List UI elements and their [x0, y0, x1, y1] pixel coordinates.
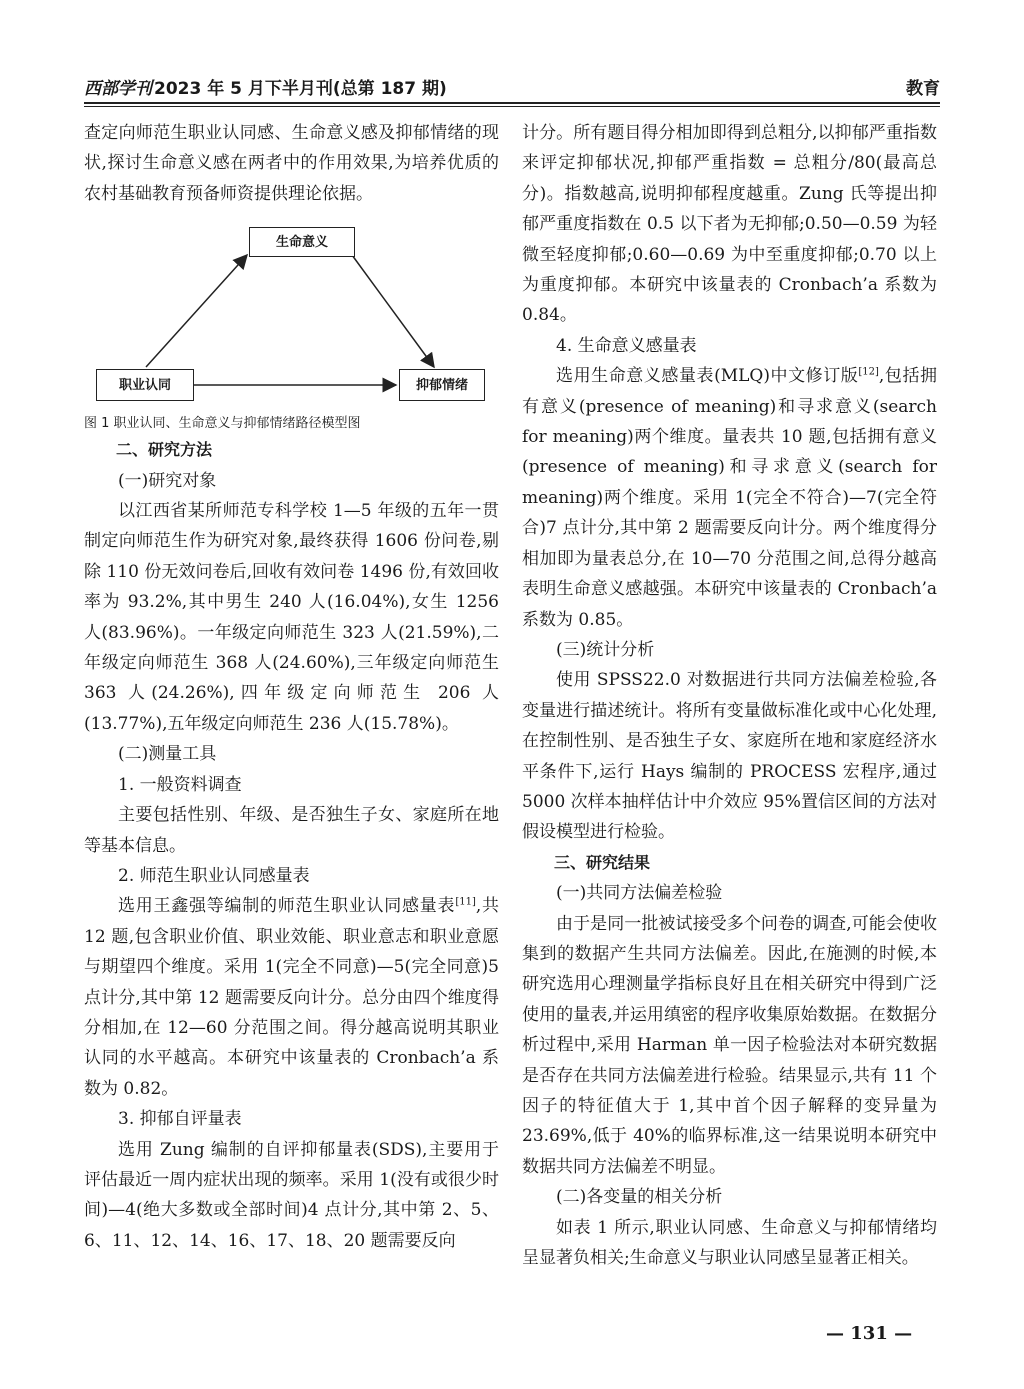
heading-method-bias: (一)共同方法偏差检验 — [556, 883, 723, 904]
tool-4-paragraph — [522, 361, 937, 635]
issue-info: 2023 年 5 月下半月刊(总第 187 期) — [154, 79, 447, 99]
page-number: — 131 — — [826, 1323, 913, 1344]
tool-2-text-a: 选用王鑫强等编制的师范生职业认同感量表 — [118, 896, 456, 917]
header-rule-thin — [84, 106, 940, 107]
node-depression: 抑郁情绪 — [399, 369, 485, 401]
heading-results: 三、研究结果 — [554, 852, 651, 872]
journal-logo: 西部学刊 — [84, 79, 152, 99]
statistics-paragraph: 使用 SPSS22.0 对数据进行共同方法偏差检验,各变量进行描述统计。将所有变量做标准化或中心化处理,在控制性别、是否独生子女、家庭所在地和家庭经济水平条件下,运行 Hays 编制的 PROCESS 宏程序,通过 5000 次样本抽样估计中介效应 95%置信区间的方法对假设模型进行检验。 — [522, 670, 937, 843]
heading-statistics: (三)统计分析 — [556, 639, 655, 660]
header-rule — [84, 102, 940, 104]
heading-tool-3: 3. 抑郁自评量表 — [118, 1109, 242, 1130]
journal-title — [84, 74, 447, 99]
heading-tools: (二)测量工具 — [118, 744, 217, 765]
tool-3-paragraph: 选用 Zung 编制的自评抑郁量表(SDS),主要用于评估最近一周内症状出现的频率。采用 1(没有或很少时间)—4(绝大多数或全部时间)4 点计分,其中第 2、5、6、11、12、14、16、17、18、20 题需要反向 — [84, 1139, 499, 1251]
node-life-meaning: 生命意义 — [249, 227, 355, 257]
heading-tool-2: 2. 师范生职业认同感量表 — [118, 865, 310, 886]
citation-12: [12] — [858, 366, 879, 378]
heading-tool-4: 4. 生命意义感量表 — [556, 335, 697, 356]
running-header — [84, 68, 940, 102]
figure-caption: 图 1 职业认同、生命意义与抑郁情绪路径模型图 — [84, 416, 361, 432]
right-column — [522, 118, 937, 1273]
path-model-figure — [84, 217, 499, 407]
correlation-paragraph: 如表 1 所示,职业认同感、生命意义与抑郁情绪均呈显著负相关;生命意义与职业认同感呈显著正相关。 — [522, 1217, 937, 1269]
heading-methods: 二、研究方法 — [116, 440, 213, 460]
section-name: 教育 — [906, 79, 940, 99]
arrow-meaning-to-depression — [352, 255, 434, 367]
node-career-identity: 职业认同 — [96, 369, 194, 401]
intro-paragraph: 查定向师范生职业认同感、生命意义感及抑郁情绪的现状,探讨生命意义感在两者中的作用效果,为培养优质的农村基础教育预备师资提供理论依据。 — [84, 123, 499, 204]
citation-11: [11] — [455, 896, 476, 908]
tool-4-text-b: ,包括拥有意义(presence of meaning)和寻求意义(search for meaning)两个维度。量表共 10 题,包括拥有意义(presence of meaning)和寻求意义(search for meaning)两个维度。采用 1(完全不符合)—7(完全符合)7 点计分,其中第 2 题需要反向计分。两个维度得分相加即为量表总分,在 10—70 分范围之间,总得分越高表明生命意义感越强。本研究中该量表的 Cronbach’a 系数为 0.85。 — [522, 366, 938, 630]
tool-4-text-a: 选用生命意义感量表(MLQ)中文修订版 — [556, 366, 859, 387]
left-column — [84, 118, 499, 1256]
heading-subjects: (一)研究对象 — [118, 470, 217, 491]
heading-correlation: (二)各变量的相关分析 — [556, 1187, 723, 1208]
tool-1-paragraph: 主要包括性别、年级、是否独生子女、家庭所在地等基本信息。 — [84, 805, 499, 856]
tool-3-continuation: 计分。所有题目得分相加即得到总粗分,以抑郁严重指数来评定抑郁状况,抑郁严重指数 = 总粗分/80(最高总分)。指数越高,说明抑郁程度越重。Zung 氏等提出抑郁严重度指数在 0.5 以下者为无抑郁;0.50—0.59 为轻微至轻度抑郁;0.60—0.69 为中至重度抑郁;0.70 以上为重度抑郁。本研究中该量表的 Cronbach’a 系数为 0.84。 — [522, 123, 937, 326]
tool-2-text-b: ,共 12 题,包含职业价值、职业效能、职业意志和职业意愿与期望四个维度。采用 1(完全不同意)—5(完全同意)5 点计分,其中第 12 题需要反向计分。总分由四个维度得分相加,在 12—60 分范围之间。得分越高说明其职业认同的水平越高。本研究中该量表的 Cronbach’a 系数为 0.82。 — [84, 896, 500, 1099]
method-bias-paragraph: 由于是同一批被试接受多个问卷的调查,可能会使收集到的数据产生共同方法偏差。因此,在施测的时候,本研究选用心理测量学指标良好且在相关研究中得到广泛使用的量表,并运用缜密的程序收集原始数据。在数据分析过程中,采用 Harman 单一因子检验法对本研究数据是否存在共同方法偏差进行检验。结果显示,共有 11 个因子的特征值大于 1,其中首个因子解释的变异量为 23.69%,低于 40%的临界标准,这一结果说明本研究中数据共同方法偏差不明显。 — [522, 913, 937, 1177]
heading-tool-1: 1. 一般资料调查 — [118, 774, 242, 795]
arrow-identity-to-meaning — [146, 255, 247, 367]
subjects-paragraph: 以江西省某所师范专科学校 1—5 年级的五年一贯制定向师范生作为研究对象,最终获得 1606 份问卷,剔除 110 份无效问卷后,回收有效问卷 1496 份,有效回收率为 93.2%,其中男生 240 人(16.04%),女生 1256 人(83.96%)。一年级定向师范生 323 人(21.59%),二年级定向师范生 368 人(24.60%),三年级定向师范生 363 人(24.26%),四年级定向师范生 206 人(13.77%),五年级定向师范生 236 人(15.78%)。 — [84, 501, 499, 734]
tool-2-paragraph — [84, 891, 499, 1104]
